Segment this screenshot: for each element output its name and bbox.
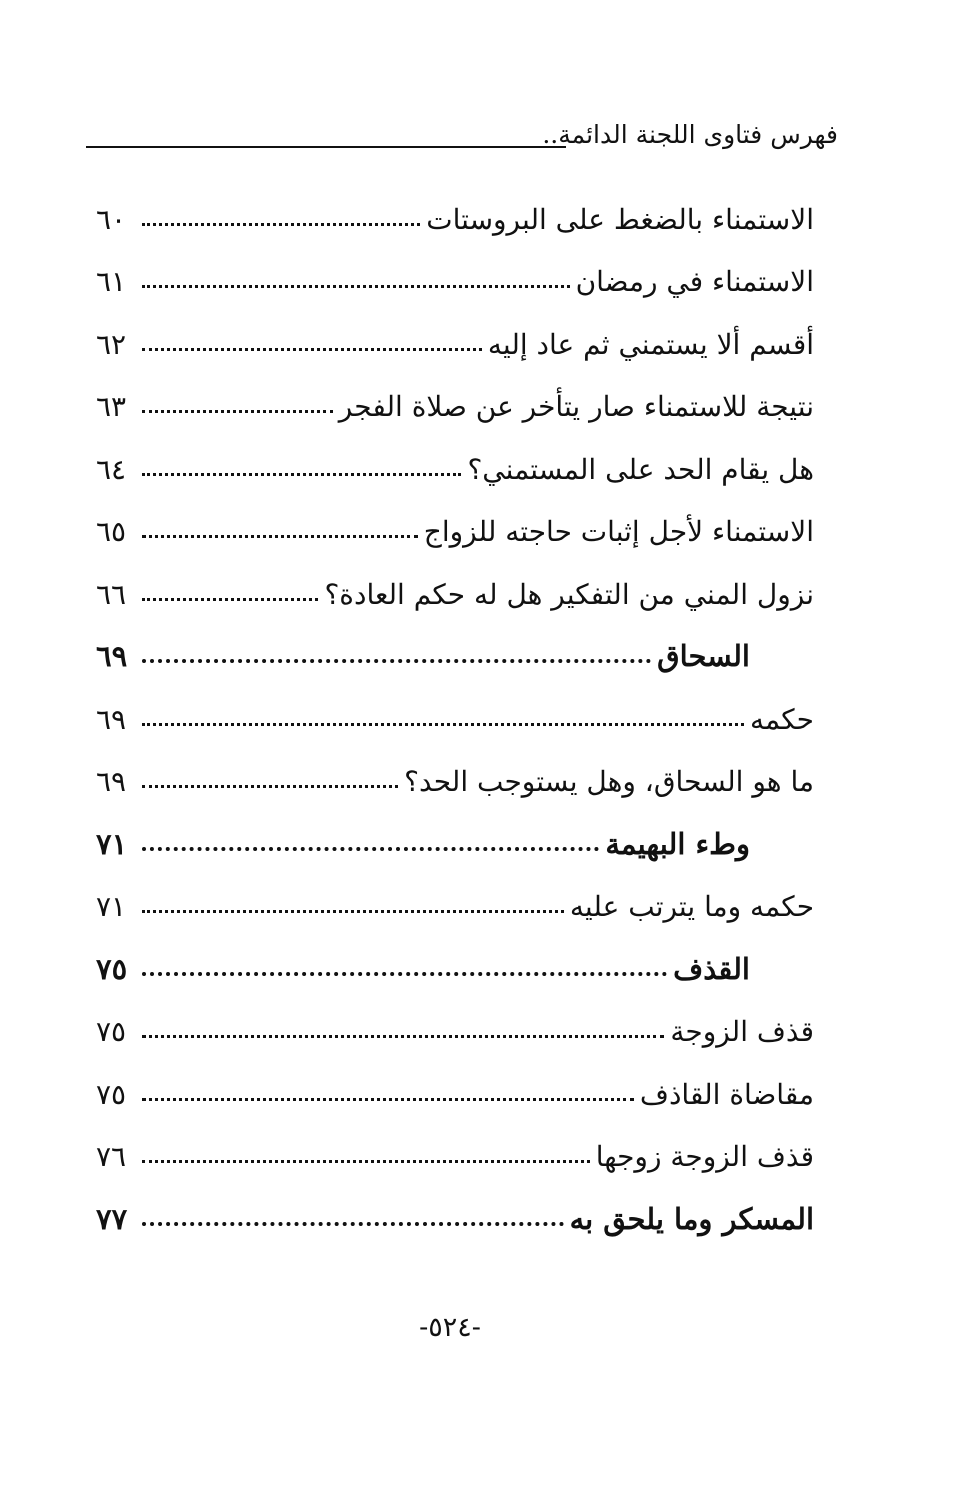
toc-section-title: وطء البهيمة xyxy=(605,826,750,861)
dot-leader xyxy=(142,1160,590,1163)
dot-leader xyxy=(142,473,461,476)
toc-entry xyxy=(96,246,814,309)
toc-section-title: المسكر وما يلحق به xyxy=(569,1201,814,1236)
toc-entry-title: الاستمناء لأجل إثبات حاجته للزواج xyxy=(423,515,814,548)
page-number: -٥٢٤- xyxy=(419,1312,481,1343)
toc-entry-title: قذف الزوجة زوجها xyxy=(595,1140,814,1173)
dot-leader xyxy=(142,847,599,851)
toc-entry xyxy=(96,371,814,434)
toc-entry-title: الاستمناء في رمضان xyxy=(575,265,814,298)
toc-entry xyxy=(96,746,814,809)
dot-leader xyxy=(142,410,333,413)
toc-section-heading xyxy=(96,1183,814,1246)
toc-entry-title: الاستمناء بالضغط على البروستات xyxy=(426,202,814,236)
toc-section-page: ٦٩ xyxy=(96,639,128,673)
toc-entry-page: ٦٣ xyxy=(96,390,127,423)
toc-entry-page: ٧٦ xyxy=(96,1140,127,1173)
toc-entry-title: ما هو السحاق، وهل يستوجب الحد؟ xyxy=(404,765,814,798)
toc-entry-page: ٦١ xyxy=(96,265,127,298)
dot-leader xyxy=(142,223,420,226)
dot-leader xyxy=(142,285,570,288)
toc-entry-title: نتيجة للاستمناء صار يتأخر عن صلاة الفجر xyxy=(338,390,814,423)
toc-entry-page: ٦٩ xyxy=(96,702,127,736)
toc-entry xyxy=(96,183,814,246)
dot-leader xyxy=(142,535,418,538)
dot-leader xyxy=(142,1035,664,1038)
toc-entry xyxy=(96,433,814,496)
toc-entry xyxy=(96,871,814,934)
toc-entry-title: هل يقام الحد على المستمني؟ xyxy=(467,452,814,486)
toc-entry xyxy=(96,496,814,559)
toc-entry-page: ٧٥ xyxy=(96,1077,127,1111)
dot-leader xyxy=(142,659,651,663)
toc-section-title: القذف xyxy=(673,951,750,986)
toc-entry-title: مقاضاة القاذف xyxy=(639,1077,814,1111)
toc-section-page: ٧٥ xyxy=(96,951,128,986)
table-of-contents xyxy=(96,183,814,1246)
dot-leader xyxy=(142,723,744,726)
toc-entry xyxy=(96,308,814,371)
page-header xyxy=(86,118,838,158)
toc-entry-page: ٧٥ xyxy=(96,1015,127,1048)
toc-entry xyxy=(96,558,814,621)
toc-entry-title: نزول المني من التفكير هل له حكم العادة؟ xyxy=(324,577,814,611)
toc-section-heading xyxy=(96,933,814,996)
dot-leader xyxy=(142,910,564,913)
running-header-title: فهرس فتاوى اللجنة الدائمة.. xyxy=(542,120,838,149)
toc-section-heading xyxy=(96,808,814,871)
toc-section-title: السحاق xyxy=(657,639,750,673)
header-rule xyxy=(86,146,566,148)
toc-entry-title: حكمه xyxy=(750,702,814,736)
toc-entry-page: ٧١ xyxy=(96,890,127,923)
toc-entry-title: أقسم ألا يستمني ثم عاد إليه xyxy=(487,327,814,361)
toc-entry xyxy=(96,1121,814,1184)
toc-section-page: ٧١ xyxy=(96,826,128,861)
toc-entry-page: ٦٤ xyxy=(96,452,127,486)
toc-entry-page: ٦٦ xyxy=(96,577,127,611)
dot-leader xyxy=(142,972,667,976)
toc-entry-title: قذف الزوجة xyxy=(670,1015,814,1048)
toc-entry xyxy=(96,683,814,746)
toc-entry xyxy=(96,996,814,1059)
toc-entry-page: ٦٥ xyxy=(96,515,127,548)
dot-leader xyxy=(142,348,482,351)
toc-entry-page: ٦٢ xyxy=(96,327,127,361)
toc-entry-page: ٦٩ xyxy=(96,765,127,798)
toc-entry xyxy=(96,1058,814,1121)
dot-leader xyxy=(142,785,398,788)
toc-section-heading xyxy=(96,621,814,684)
toc-entry-title: حكمه وما يترتب عليه xyxy=(569,890,814,923)
toc-section-page: ٧٧ xyxy=(96,1201,128,1236)
dot-leader xyxy=(142,1098,634,1101)
toc-entry-page: ٦٠ xyxy=(96,202,127,236)
dot-leader xyxy=(142,1222,564,1226)
dot-leader xyxy=(142,598,318,601)
